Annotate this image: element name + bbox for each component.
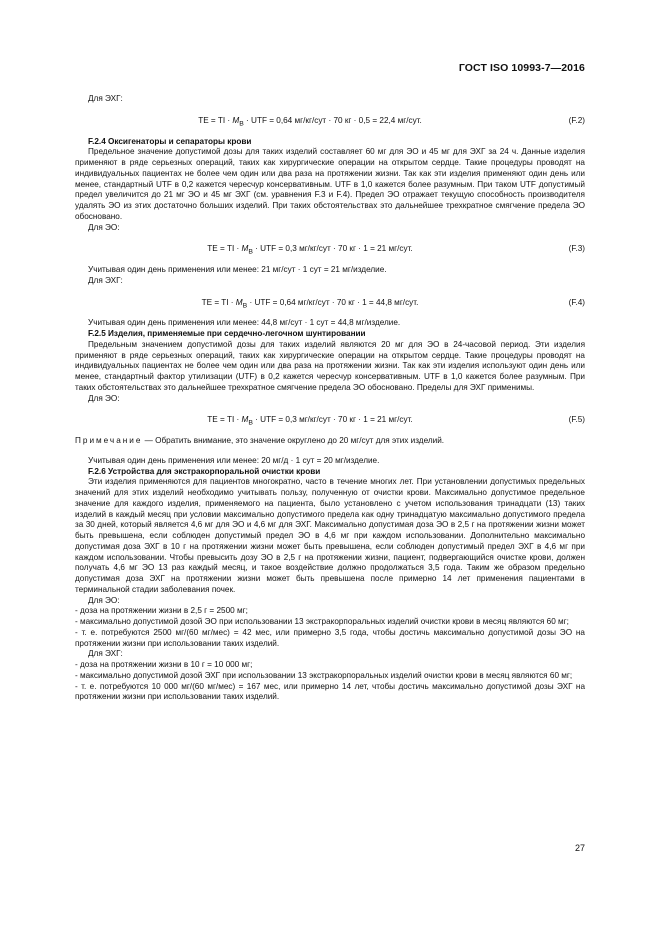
section-heading: F.2.5 Изделия, применяемые при сердечно-легочном шунтировании xyxy=(88,329,366,338)
equation-number: (F.5) xyxy=(568,415,585,425)
label-eo: Для ЭО: xyxy=(88,222,120,232)
note xyxy=(75,436,585,447)
paragraph: Учитывая один день применения или менее: 44,8 мг/сут · 1 сут = 44,8 мг/изделие. xyxy=(88,318,401,328)
list-item: - доза на протяжении жизни в 2,5 г = 2500 мг; xyxy=(75,606,248,616)
equation-formula: TE = TI · $M_B$ · UTF = 0,64 мг/кг/сут · 70 кг · 0,5 = 22,4 мг/сут. xyxy=(198,115,422,128)
list-item: - т. е. потребуются 10 000 мг/(60 мг/мес) = 167 мес, или примерно 14 лет, чтобы достичь максимально допустимой дозы ЭХГ на протяжении жизни при использовании таких изделий. xyxy=(75,681,585,702)
equation-number: (F.2) xyxy=(568,115,585,125)
page-number: 27 xyxy=(574,843,585,853)
paragraph: Предельным значением допустимой дозы для таких изделий являются 20 мг для ЭО в 24-часовой период. Эти изделия применяют в ряде серьезных операций, таких как хирургические операции на открытом сердце. Такие процедуры проводят на индивидуальных пациентах не более чем один или два раза на протяжении жизни. Так как эти изделия используют один день или менее, стандартный фактор утилизации (UTF) в 0,2 кажется чересчур консервативным. UTF в 1,0 кажется более разумным. При таких обстоятельствах это дальнейшее трехкратное смягчение предела ЭО обосновано. Пределы для ЭХГ применимы. xyxy=(75,339,585,392)
equation-f3 xyxy=(75,244,585,255)
equation-f4 xyxy=(75,298,585,309)
paragraph: Предельное значение допустимой дозы для таких изделий составляет 60 мг для ЭО и 45 мг для ЭХГ за 24 ч. Данные изделия применяют в ряде серьезных операций, таких как хирургические операции на открытом сердце. Такие процедуры проводят на индивидуальных пациентах не более чем один или два раза на протяжении жизни. Так как эти изделия применяют один день или менее, стандартный UTF в 0,2 кажется чересчур консервативным. UTF в 1,0 кажется более разумным. При таком UTF допустимый предел увеличится до 21 мг ЭО и 45 мг ЭХГ (см. уравнения F.3 и F.4). Предел ЭО отражает текущую способность производителя удалять ЭО из этих достаточно больших изделий. При таких обстоятельствах это дальнейшее трехкратное смягчение предела ЭО обосновано. xyxy=(75,147,585,221)
section-heading: F.2.6 Устройства для экстракорпоральной очистки крови xyxy=(88,466,321,476)
list-item: - доза на протяжении жизни в 10 г = 10 000 мг; xyxy=(75,660,253,669)
note-label: Примечание xyxy=(75,436,143,445)
equation-f5 xyxy=(75,415,585,426)
equation-formula: TE = TI · $M_B$ · UTF = 0,3 мг/кг/сут · 70 кг · 1 = 21 мг/сут. xyxy=(207,415,413,427)
section-heading: F.2.4 Оксигенаторы и сепараторы крови xyxy=(88,136,252,146)
standard-header: ГОСТ ISO 10993-7—2016 xyxy=(458,62,585,74)
label-eo: Для ЭО: xyxy=(88,595,120,605)
list-item: - максимально допустимой дозой ЭО при использовании 13 экстракорпоральных изделий очистки крови в месяц являются 60 мг; xyxy=(75,617,569,626)
equation-f2 xyxy=(75,116,585,127)
label-ehg: Для ЭХГ: xyxy=(88,275,123,285)
paragraph: Учитывая один день применения или менее: 21 мг/сут · 1 сут = 21 мг/изделие. xyxy=(88,265,387,274)
label-eo: Для ЭО: xyxy=(88,393,120,403)
label-ehg: Для ЭХГ: xyxy=(88,649,123,659)
paragraph: Учитывая один день применения или менее: 20 мг/д · 1 сут = 20 мг/изделие. xyxy=(88,455,380,465)
equation-number: (F.3) xyxy=(568,244,585,254)
label-ehg: Для ЭХГ: xyxy=(88,94,123,103)
equation-formula: TE = TI · $M_B$ · UTF = 0,3 мг/кг/сут · 70 кг · 1 = 21 мг/сут. xyxy=(207,244,413,256)
paragraph: Эти изделия применяются для пациентов многократно, часто в течение многих лет. При установлении допустимых предельных значений для этих изделий необходимо учитывать пользу, полученную от очистки крови. Максимально допустимое предельное значение для каждого изделия, применяемого на пациента, было установлено с учетом использования тринадцати (13) таких изделий в каждый месяц при условии максимально допустимого предела как одну тринадцатую максимально допустимого предела за 30 дней, который является 4,6 мг для ЭО и 4,6 мг для ЭХГ. Максимально допустимая доза ЭО в 2,5 г на протяжении жизни может быть превышена, если соблюден допустимый предел ЭО в 4,6 мг при каждом использовании. Дополнительно максимально допустимая доза ЭХГ в 10 г на протяжении жизни может быть превышена, если соблюден допустимый предел ЭХГ в 4,6 мг при каждом использовании. Чтобы превысить дозу ЭО в 2,5 г на протяжении жизни, пациент, подвергающийся очистке крови, должен получать 4,6 мг ЭО 13 раз каждый месяц, и такое воздействие должно продолжаться 3,5 года. Таким же образом предельно допустимая доза ЭХГ на протяжении жизни может быть превышена после примерно 14 лет применения пациентами в терминальной стадии заболевания почек. xyxy=(75,477,585,594)
note-text: — Обратить внимание, это значение округлено до 20 мг/сут для этих изделий. xyxy=(142,436,445,445)
list-item: - максимально допустимой дозой ЭХГ при использовании 13 экстракорпоральных изделий очистки крови в месяц являются 60 мг; xyxy=(75,670,573,680)
equation-number: (F.4) xyxy=(568,297,585,307)
list-item: - т. е. потребуются 2500 мг/(60 мг/мес) = 42 мес, или примерно 3,5 года, чтобы достичь максимально допустимой дозы ЭО на протяжении жизни при использовании таких изделий. xyxy=(75,627,585,648)
page-content xyxy=(75,94,585,703)
equation-formula: TE = TI · $M_B$ · UTF = 0,64 мг/кг/сут · 70 кг · 1 = 44,8 мг/сут. xyxy=(201,297,419,310)
